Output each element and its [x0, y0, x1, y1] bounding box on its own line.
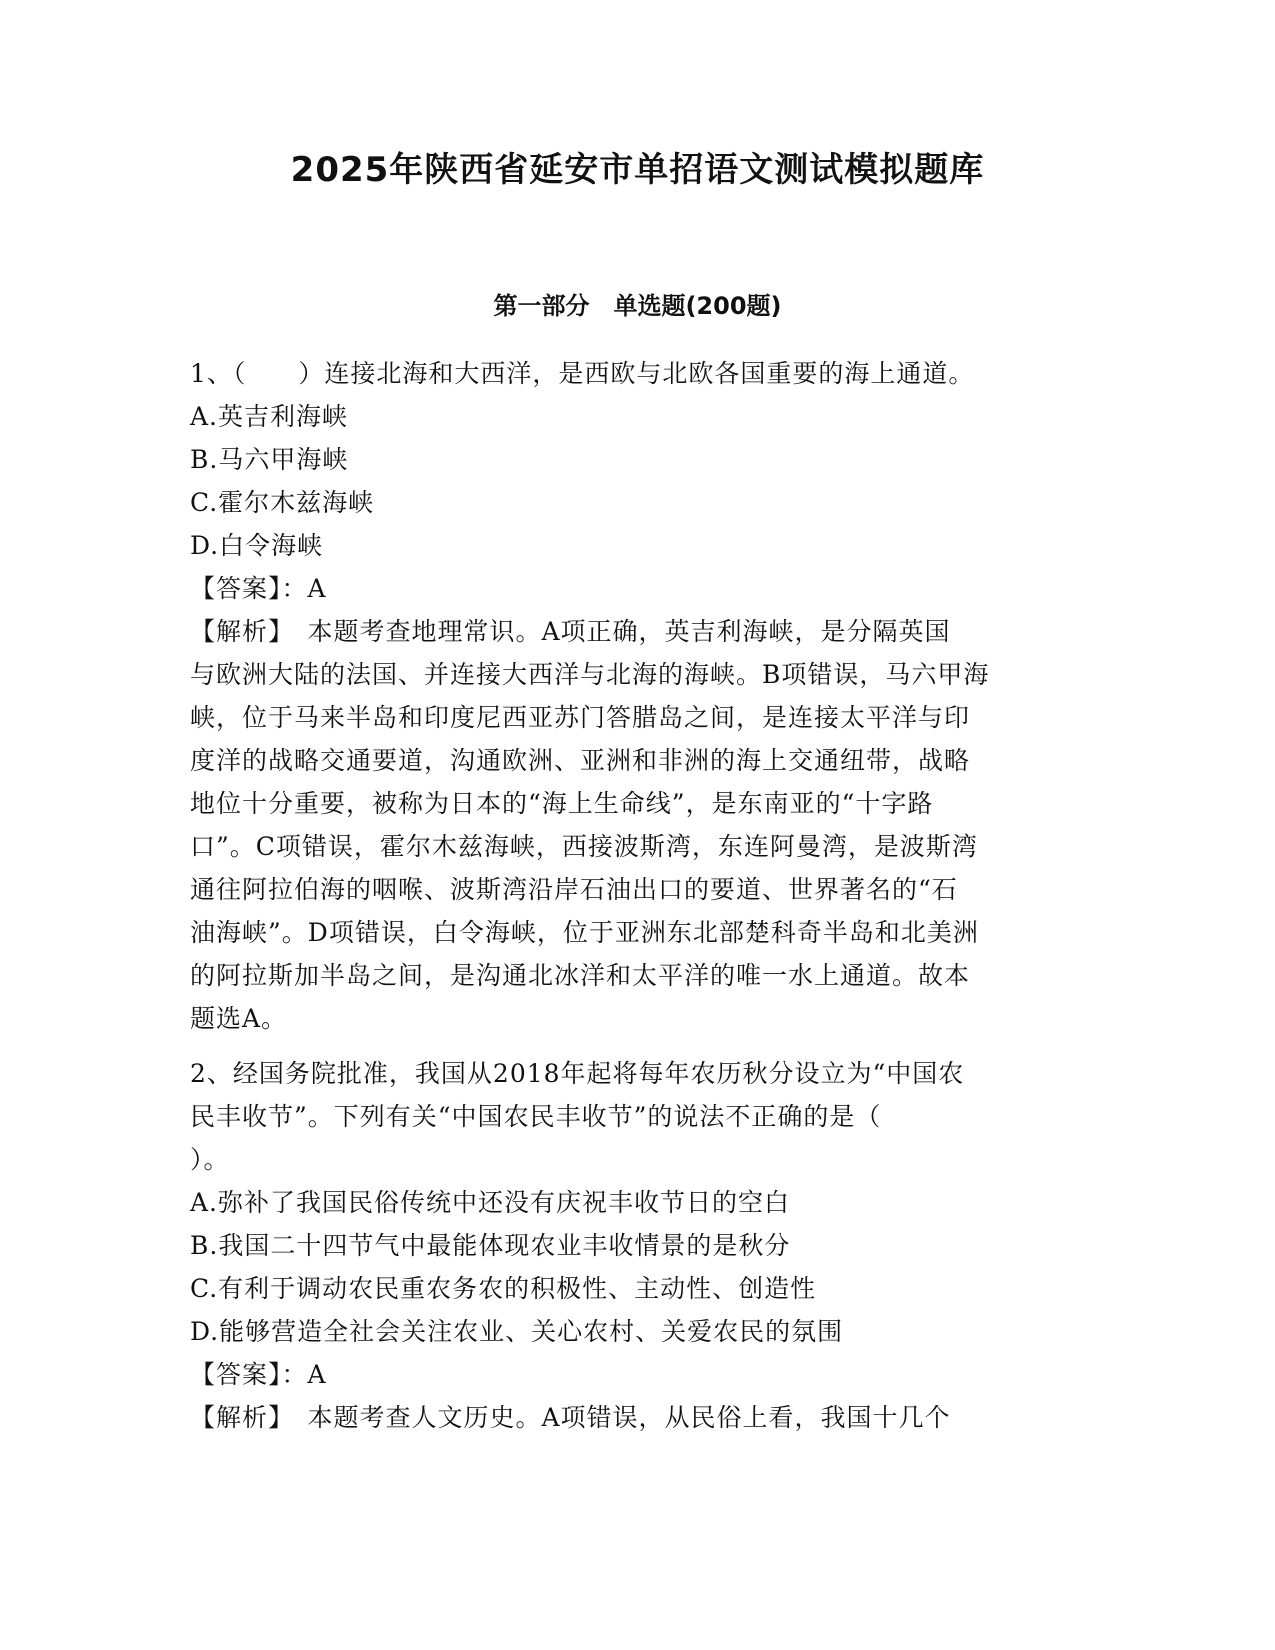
analysis-line: 度洋的战略交通要道，沟通欧洲、亚洲和非洲的海上交通纽带，战略 — [190, 746, 971, 775]
answer-line: 【答案】：A — [190, 574, 327, 603]
question-stem-line: 2、经国务院批准，我国从2018年起将每年农历秋分设立为“中国农 — [190, 1059, 965, 1088]
option-a: A.弥补了我国民俗传统中还没有庆祝丰收节日的空白 — [190, 1188, 791, 1217]
analysis-line: 题选A。 — [190, 1004, 288, 1033]
question-list — [190, 352, 1090, 1439]
question-stem-line: 民丰收节”。下列有关“中国农民丰收节”的说法不正确的是（ — [190, 1102, 882, 1131]
option-c: C.有利于调动农民重农务农的积极性、主动性、创造性 — [190, 1274, 817, 1303]
question-stem-line: 1、（ ）连接北海和大西洋，是西欧与北欧各国重要的海上通道。 — [190, 359, 975, 388]
option-a: A.英吉利海峡 — [190, 402, 349, 431]
option-c: C.霍尔木兹海峡 — [190, 488, 375, 517]
analysis-line: 与欧洲大陆的法国、并连接大西洋与北海的海峡。B项错误，马六甲海 — [190, 660, 990, 689]
analysis-line: 通往阿拉伯海的咽喉、波斯湾沿岸石油出口的要道、世界著名的“石 — [190, 875, 958, 904]
answer-line: 【答案】：A — [190, 1360, 327, 1389]
question-stem-line: ）。 — [190, 1145, 230, 1174]
question-1 — [190, 352, 1090, 1040]
analysis-line: 的阿拉斯加半岛之间，是沟通北冰洋和太平洋的唯一水上通道。故本 — [190, 961, 971, 990]
question-spacer — [190, 1040, 1090, 1052]
analysis-line: 峡，位于马来半岛和印度尼西亚苏门答腊岛之间，是连接太平洋与印 — [190, 703, 971, 732]
document-title: 2025年陕西省延安市单招语文测试模拟题库 — [290, 150, 985, 190]
question-2 — [190, 1052, 1090, 1439]
analysis-line: 口”。C项错误，霍尔木兹海峡，西接波斯湾，东连阿曼湾，是波斯湾 — [190, 832, 978, 861]
analysis-line: 【解析】 本题考查地理常识。A项正确，英吉利海峡，是分隔英国 — [190, 617, 951, 646]
analysis-line: 【解析】 本题考查人文历史。A项错误，从民俗上看，我国十几个 — [190, 1403, 951, 1432]
option-b: B.马六甲海峡 — [190, 445, 349, 474]
option-d: D.能够营造全社会关注农业、关心农村、关爱农民的氛围 — [190, 1317, 844, 1346]
option-b: B.我国二十四节气中最能体现农业丰收情景的是秋分 — [190, 1231, 791, 1260]
section-title: 第一部分 单选题(200题) — [493, 292, 782, 320]
analysis-line: 油海峡”。D项错误，白令海峡，位于亚洲东北部楚科奇半岛和北美洲 — [190, 918, 979, 947]
option-d: D.白令海峡 — [190, 531, 324, 560]
analysis-line: 地位十分重要，被称为日本的“海上生命线”，是东南亚的“十字路 — [190, 789, 934, 818]
